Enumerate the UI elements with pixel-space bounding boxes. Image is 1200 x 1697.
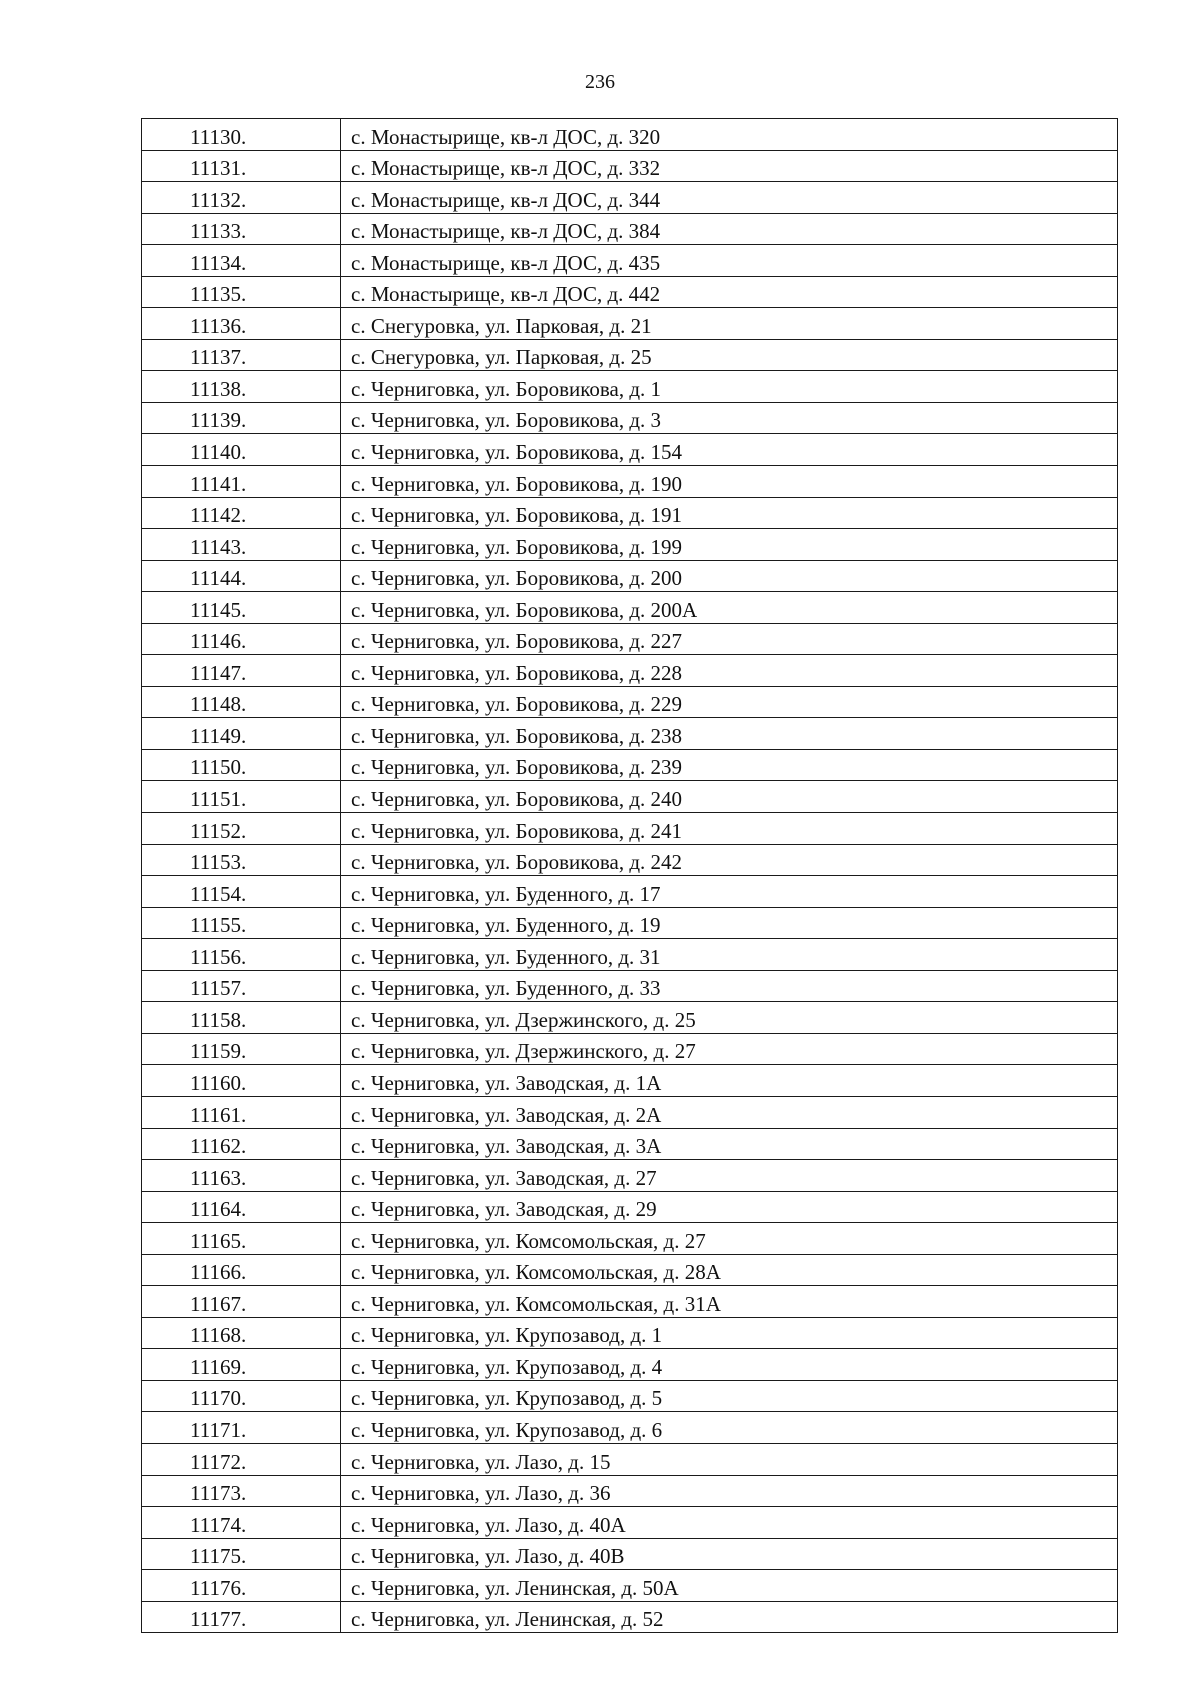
table-row bbox=[142, 497, 1118, 529]
table-row bbox=[142, 1349, 1118, 1381]
row-number-cell: 11130. bbox=[142, 119, 341, 151]
address-cell: с. Черниговка, ул. Лазо, д. 40А bbox=[341, 1507, 1118, 1539]
table-row bbox=[142, 718, 1118, 750]
address-cell: с. Черниговка, ул. Боровикова, д. 228 bbox=[341, 655, 1118, 687]
table-row bbox=[142, 970, 1118, 1002]
table-row bbox=[142, 749, 1118, 781]
address-cell: с. Черниговка, ул. Боровикова, д. 238 bbox=[341, 718, 1118, 750]
table-row bbox=[142, 1160, 1118, 1192]
address-table bbox=[141, 118, 1118, 1633]
address-cell: с. Снегуровка, ул. Парковая, д. 21 bbox=[341, 308, 1118, 340]
table-row bbox=[142, 466, 1118, 498]
address-cell: с. Черниговка, ул. Боровикова, д. 242 bbox=[341, 844, 1118, 876]
table-row bbox=[142, 592, 1118, 624]
table-row bbox=[142, 1380, 1118, 1412]
address-cell: с. Черниговка, ул. Буденного, д. 33 bbox=[341, 970, 1118, 1002]
address-cell: с. Черниговка, ул. Дзержинского, д. 27 bbox=[341, 1033, 1118, 1065]
address-cell: с. Монастырище, кв-л ДОС, д. 344 bbox=[341, 182, 1118, 214]
table-row bbox=[142, 939, 1118, 971]
table-row bbox=[142, 402, 1118, 434]
row-number-cell: 11137. bbox=[142, 339, 341, 371]
row-number-cell: 11134. bbox=[142, 245, 341, 277]
table-row bbox=[142, 308, 1118, 340]
row-number-cell: 11142. bbox=[142, 497, 341, 529]
address-cell: с. Черниговка, ул. Комсомольская, д. 27 bbox=[341, 1223, 1118, 1255]
address-cell: с. Черниговка, ул. Лазо, д. 15 bbox=[341, 1443, 1118, 1475]
table-row bbox=[142, 1475, 1118, 1507]
table-row bbox=[142, 434, 1118, 466]
address-cell: с. Черниговка, ул. Заводская, д. 3А bbox=[341, 1128, 1118, 1160]
table-row bbox=[142, 813, 1118, 845]
address-cell: с. Черниговка, ул. Боровикова, д. 3 bbox=[341, 402, 1118, 434]
row-number-cell: 11170. bbox=[142, 1380, 341, 1412]
row-number-cell: 11174. bbox=[142, 1507, 341, 1539]
table-row bbox=[142, 1002, 1118, 1034]
table-row bbox=[142, 150, 1118, 182]
address-cell: с. Черниговка, ул. Заводская, д. 2А bbox=[341, 1096, 1118, 1128]
address-cell: с. Черниговка, ул. Крупозавод, д. 4 bbox=[341, 1349, 1118, 1381]
row-number-cell: 11163. bbox=[142, 1160, 341, 1192]
row-number-cell: 11153. bbox=[142, 844, 341, 876]
row-number-cell: 11135. bbox=[142, 276, 341, 308]
table-row bbox=[142, 276, 1118, 308]
row-number-cell: 11152. bbox=[142, 813, 341, 845]
address-cell: с. Черниговка, ул. Ленинская, д. 52 bbox=[341, 1601, 1118, 1633]
address-cell: с. Черниговка, ул. Дзержинского, д. 25 bbox=[341, 1002, 1118, 1034]
row-number-cell: 11177. bbox=[142, 1601, 341, 1633]
row-number-cell: 11171. bbox=[142, 1412, 341, 1444]
address-cell: с. Монастырище, кв-л ДОС, д. 320 bbox=[341, 119, 1118, 151]
row-number-cell: 11151. bbox=[142, 781, 341, 813]
address-cell: с. Черниговка, ул. Боровикова, д. 1 bbox=[341, 371, 1118, 403]
address-cell: с. Черниговка, ул. Боровикова, д. 191 bbox=[341, 497, 1118, 529]
address-cell: с. Монастырище, кв-л ДОС, д. 435 bbox=[341, 245, 1118, 277]
address-cell: с. Черниговка, ул. Буденного, д. 31 bbox=[341, 939, 1118, 971]
address-cell: с. Черниговка, ул. Комсомольская, д. 31А bbox=[341, 1286, 1118, 1318]
address-cell: с. Черниговка, ул. Заводская, д. 29 bbox=[341, 1191, 1118, 1223]
address-table-body bbox=[142, 119, 1118, 1633]
row-number-cell: 11166. bbox=[142, 1254, 341, 1286]
table-row bbox=[142, 213, 1118, 245]
row-number-cell: 11136. bbox=[142, 308, 341, 340]
table-row bbox=[142, 1096, 1118, 1128]
address-cell: с. Черниговка, ул. Ленинская, д. 50А bbox=[341, 1570, 1118, 1602]
table-row bbox=[142, 1065, 1118, 1097]
address-cell: с. Черниговка, ул. Комсомольская, д. 28А bbox=[341, 1254, 1118, 1286]
address-cell: с. Черниговка, ул. Боровикова, д. 240 bbox=[341, 781, 1118, 813]
table-row bbox=[142, 686, 1118, 718]
row-number-cell: 11149. bbox=[142, 718, 341, 750]
row-number-cell: 11132. bbox=[142, 182, 341, 214]
row-number-cell: 11162. bbox=[142, 1128, 341, 1160]
address-cell: с. Снегуровка, ул. Парковая, д. 25 bbox=[341, 339, 1118, 371]
table-row bbox=[142, 1191, 1118, 1223]
address-cell: с. Черниговка, ул. Заводская, д. 1А bbox=[341, 1065, 1118, 1097]
row-number-cell: 11146. bbox=[142, 623, 341, 655]
row-number-cell: 11156. bbox=[142, 939, 341, 971]
row-number-cell: 11141. bbox=[142, 466, 341, 498]
address-cell: с. Черниговка, ул. Крупозавод, д. 6 bbox=[341, 1412, 1118, 1444]
row-number-cell: 11143. bbox=[142, 529, 341, 561]
row-number-cell: 11133. bbox=[142, 213, 341, 245]
table-row bbox=[142, 844, 1118, 876]
address-cell: с. Черниговка, ул. Боровикова, д. 200А bbox=[341, 592, 1118, 624]
row-number-cell: 11161. bbox=[142, 1096, 341, 1128]
address-cell: с. Черниговка, ул. Крупозавод, д. 5 bbox=[341, 1380, 1118, 1412]
table-row bbox=[142, 876, 1118, 908]
address-cell: с. Черниговка, ул. Боровикова, д. 227 bbox=[341, 623, 1118, 655]
row-number-cell: 11158. bbox=[142, 1002, 341, 1034]
table-row bbox=[142, 371, 1118, 403]
row-number-cell: 11168. bbox=[142, 1317, 341, 1349]
row-number-cell: 11150. bbox=[142, 749, 341, 781]
address-cell: с. Черниговка, ул. Заводская, д. 27 bbox=[341, 1160, 1118, 1192]
row-number-cell: 11165. bbox=[142, 1223, 341, 1255]
table-row bbox=[142, 907, 1118, 939]
address-cell: с. Черниговка, ул. Боровикова, д. 239 bbox=[341, 749, 1118, 781]
row-number-cell: 11131. bbox=[142, 150, 341, 182]
address-cell: с. Монастырище, кв-л ДОС, д. 384 bbox=[341, 213, 1118, 245]
table-row bbox=[142, 245, 1118, 277]
row-number-cell: 11138. bbox=[142, 371, 341, 403]
table-row bbox=[142, 529, 1118, 561]
table-row bbox=[142, 1538, 1118, 1570]
table-row bbox=[142, 1128, 1118, 1160]
address-cell: с. Черниговка, ул. Лазо, д. 36 bbox=[341, 1475, 1118, 1507]
address-cell: с. Монастырище, кв-л ДОС, д. 332 bbox=[341, 150, 1118, 182]
row-number-cell: 11155. bbox=[142, 907, 341, 939]
row-number-cell: 11173. bbox=[142, 1475, 341, 1507]
row-number-cell: 11148. bbox=[142, 686, 341, 718]
address-cell: с. Черниговка, ул. Буденного, д. 17 bbox=[341, 876, 1118, 908]
table-row bbox=[142, 1223, 1118, 1255]
table-row bbox=[142, 339, 1118, 371]
table-row bbox=[142, 1570, 1118, 1602]
row-number-cell: 11160. bbox=[142, 1065, 341, 1097]
row-number-cell: 11157. bbox=[142, 970, 341, 1002]
table-row bbox=[142, 623, 1118, 655]
row-number-cell: 11145. bbox=[142, 592, 341, 624]
row-number-cell: 11139. bbox=[142, 402, 341, 434]
row-number-cell: 11167. bbox=[142, 1286, 341, 1318]
address-cell: с. Черниговка, ул. Лазо, д. 40В bbox=[341, 1538, 1118, 1570]
table-row bbox=[142, 1412, 1118, 1444]
row-number-cell: 11164. bbox=[142, 1191, 341, 1223]
table-row bbox=[142, 1601, 1118, 1633]
table-row bbox=[142, 781, 1118, 813]
address-cell: с. Монастырище, кв-л ДОС, д. 442 bbox=[341, 276, 1118, 308]
table-row bbox=[142, 119, 1118, 151]
table-row bbox=[142, 655, 1118, 687]
address-cell: с. Черниговка, ул. Боровикова, д. 154 bbox=[341, 434, 1118, 466]
table-row bbox=[142, 1254, 1118, 1286]
address-cell: с. Черниговка, ул. Боровикова, д. 199 bbox=[341, 529, 1118, 561]
address-cell: с. Черниговка, ул. Буденного, д. 19 bbox=[341, 907, 1118, 939]
row-number-cell: 11140. bbox=[142, 434, 341, 466]
row-number-cell: 11154. bbox=[142, 876, 341, 908]
address-cell: с. Черниговка, ул. Боровикова, д. 241 bbox=[341, 813, 1118, 845]
table-row bbox=[142, 1033, 1118, 1065]
row-number-cell: 11144. bbox=[142, 560, 341, 592]
row-number-cell: 11159. bbox=[142, 1033, 341, 1065]
row-number-cell: 11147. bbox=[142, 655, 341, 687]
address-cell: с. Черниговка, ул. Боровикова, д. 229 bbox=[341, 686, 1118, 718]
table-row bbox=[142, 1507, 1118, 1539]
page-number: 236 bbox=[585, 71, 615, 93]
address-cell: с. Черниговка, ул. Крупозавод, д. 1 bbox=[341, 1317, 1118, 1349]
table-row bbox=[142, 1286, 1118, 1318]
row-number-cell: 11176. bbox=[142, 1570, 341, 1602]
table-row bbox=[142, 182, 1118, 214]
table-row bbox=[142, 1443, 1118, 1475]
row-number-cell: 11172. bbox=[142, 1443, 341, 1475]
table-row bbox=[142, 560, 1118, 592]
address-cell: с. Черниговка, ул. Боровикова, д. 190 bbox=[341, 466, 1118, 498]
row-number-cell: 11175. bbox=[142, 1538, 341, 1570]
row-number-cell: 11169. bbox=[142, 1349, 341, 1381]
table-row bbox=[142, 1317, 1118, 1349]
address-cell: с. Черниговка, ул. Боровикова, д. 200 bbox=[341, 560, 1118, 592]
